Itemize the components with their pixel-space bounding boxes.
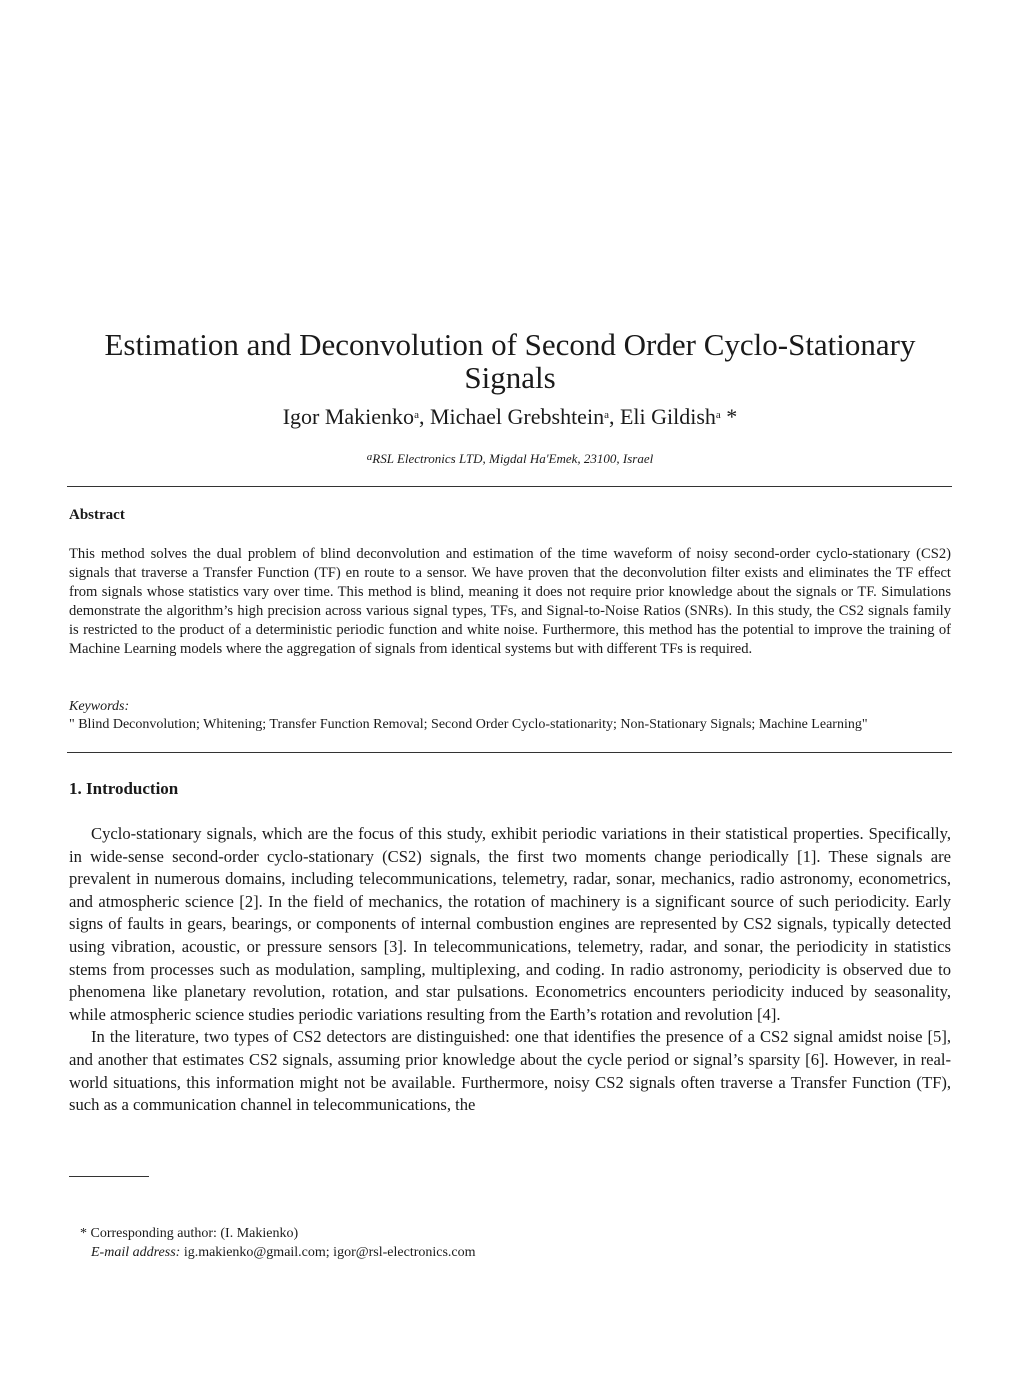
- author-separator: ,: [608, 404, 620, 429]
- corresponding-author: * Corresponding author: (I. Makienko): [80, 1226, 299, 1241]
- introduction-body: [69, 823, 951, 1117]
- email-address[interactable]: ig.makienko@gmail.com; igor@rsl-electronics.com: [183, 1245, 476, 1260]
- author-list: [70, 403, 950, 431]
- author-name: Igor Makienko: [282, 404, 415, 429]
- email-line: [80, 1243, 476, 1262]
- affiliation-mark: a: [604, 409, 609, 421]
- author-name: Eli Gildish: [619, 404, 716, 429]
- paragraph: In the literature, two types of CS2 detectors are distinguished: one that identifies the presence of a CS2 signal amidst noise [5], and another that estimates CS2 signals, assuming prior knowledge about the cycle period or signal’s sparsity [6]. However, in real-world situations, this information might not be available. Furthermore, noisy CS2 signals often traverse a Transfer Function (TF), such as a communication channel in telecommunications, the: [69, 1027, 951, 1115]
- author-separator: *: [720, 404, 738, 429]
- affiliation-mark: a: [414, 409, 419, 421]
- footnote: [80, 1224, 476, 1262]
- email-label: E-mail address:: [91, 1245, 181, 1260]
- affiliation-text: RSL Electronics LTD, Migdal Ha'Emek, 23100, Israel: [372, 451, 654, 466]
- footnote-divider: [69, 1176, 149, 1177]
- affiliation-mark: a: [715, 409, 721, 421]
- abstract-body: This method solves the dual problem of blind deconvolution and estimation of the time waveform of noisy second-order cyclo-stationary (CS2) signals that traverse a Transfer Function (TF) en route to a sensor. We have proven that the deconvolution filter exists and eliminates the TF effect from signals whose statistics vary over time. This method is blind, meaning it does not require prior knowledge about the signals or TF. Simulations demonstrate the algorithm’s high precision across various signal types, TFs, and Signal-to-Noise Ratios (SNRs). In this study, the CS2 signals family is restricted to the product of a deterministic periodic function and white noise. Furthermore, this method has the potential to improve the training of Machine Learning models where the aggregation of signals from identical systems but with different TFs is required.: [69, 546, 951, 657]
- top-divider: [67, 486, 952, 487]
- affiliation: [70, 449, 950, 469]
- keywords-text: " Blind Deconvolution; Whitening; Transfer Function Removal; Second Order Cyclo-stationarity; Non-Stationary Signals; Machine Learning": [69, 717, 868, 732]
- affiliation-mark: a: [366, 451, 373, 463]
- paper-title: Estimation and Deconvolution of Second Order Cyclo-Stationary Signals: [104, 327, 916, 395]
- keywords-divider: [67, 752, 952, 753]
- keywords-label: Keywords:: [69, 699, 130, 714]
- author-separator: ,: [418, 404, 430, 429]
- paragraph: Cyclo-stationary signals, which are the focus of this study, exhibit periodic variations in their statistical properties. Specifically, in wide-sense second-order cyclo-stationary (CS2) signals, the first two moments change periodically [1]. These signals are prevalent in numerous domains, including telecommunications, telemetry, radar, sonar, mechanics, radio astronomy, econometrics, and atmospheric science [2]. In the field of mechanics, the rotation of machinery is a significant source of such periodicity. Early signs of faults in gears, bearings, or components of internal combustion engines are represented by CS2 signals, typically detected using vibration, acoustic, or pressure sensors [3]. In telecommunications, telemetry, radar, and sonar, the periodicity in statistics stems from processes such as modulation, sampling, multiplexing, and coding. In radio astronomy, periodicity is observed due to phenomena like planetary revolution, rotation, and star pulsations. Econometrics encounters periodicity induced by seasonality, while atmospheric science studies periodic variations resulting from the Earth’s rotation and revolution [4].: [69, 824, 951, 1024]
- abstract-heading: Abstract: [69, 507, 125, 523]
- section-heading-introduction: 1. Introduction: [69, 779, 179, 798]
- author-name: Michael Grebshtein: [429, 404, 605, 429]
